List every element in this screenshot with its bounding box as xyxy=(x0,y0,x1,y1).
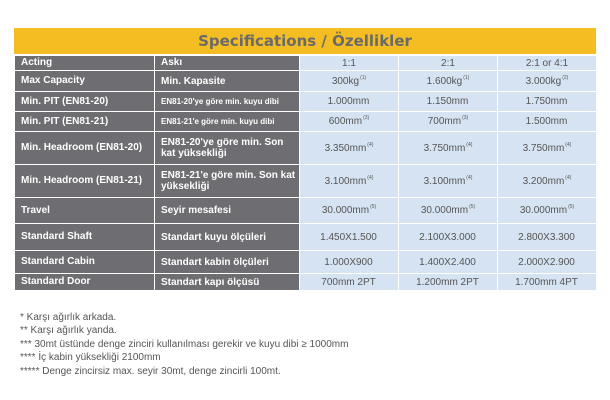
value-cell: $3.000kg^{(2)}$ xyxy=(498,71,597,92)
row-label-tr: Standart kapı ölçüsü xyxy=(155,274,300,291)
specifications-table xyxy=(14,55,597,291)
value-cell: $3.350mm^{(4)}$ xyxy=(300,132,399,165)
table-row xyxy=(15,198,597,224)
value-cell: $1.600kg^{(1)}$ xyxy=(399,71,498,92)
footnote: **** İç kabin yüksekliği 2100mm xyxy=(20,352,161,364)
value-cell: $3.200mm^{(4)}$ xyxy=(498,165,597,198)
header-ratio-1: 1:1 xyxy=(300,56,399,71)
row-label-tr: EN81-20'ye göre min. kuyu dibi xyxy=(155,92,300,112)
row-label-en: Standard Shaft xyxy=(15,224,155,251)
row-label-en: Min. PIT (EN81-21) xyxy=(15,112,155,132)
footnote: ** Karşı ağırlık yanda. xyxy=(20,325,117,337)
row-label-tr: Min. Kapasite xyxy=(155,71,300,92)
header-ratio-2: 2:1 xyxy=(399,56,498,71)
value-cell: $600mm^{(3)}$ xyxy=(300,112,399,132)
value-cell: $3.750mm^{(4)}$ xyxy=(399,132,498,165)
value-cell: 2.000X2.900 xyxy=(498,251,597,274)
value-cell: 1.450X1.500 xyxy=(300,224,399,251)
row-label-en: Min. PIT (EN81-20) xyxy=(15,92,155,112)
row-label-en: Min. Headroom (EN81-20) xyxy=(15,132,155,165)
value-cell: $3.100mm^{(4)}$ xyxy=(399,165,498,198)
value-cell: 1.500mm xyxy=(498,112,597,132)
value-cell: 1.400X2.400 xyxy=(399,251,498,274)
value-cell: 1.700mm 4PT xyxy=(498,274,597,291)
row-label-tr: EN81-21'e göre min. Son kat yüksekliği xyxy=(155,165,300,198)
table-row xyxy=(15,71,597,92)
value-cell: $700mm^{(3)}$ xyxy=(399,112,498,132)
row-label-en: Standard Cabin xyxy=(15,251,155,274)
table-row xyxy=(15,251,597,274)
row-label-en: Max Capacity xyxy=(15,71,155,92)
title-bar xyxy=(14,28,596,54)
row-label-en: Min. Headroom (EN81-21) xyxy=(15,165,155,198)
value-cell: $30.000mm^{(5)}$ xyxy=(300,198,399,224)
table-row xyxy=(15,165,597,198)
row-label-tr: Standart kuyu ölçüleri xyxy=(155,224,300,251)
header-row xyxy=(15,56,597,71)
row-label-tr: EN81-20'ye göre min. Son kat yüksekliği xyxy=(155,132,300,165)
footnote: *** 30mt üstünde denge zinciri kullanılması gerekir ve kuyu dibi ≥ 1000mm xyxy=(20,338,349,350)
table-row xyxy=(15,132,597,165)
row-label-tr: Seyir mesafesi xyxy=(155,198,300,224)
value-cell: 1.000mm xyxy=(300,92,399,112)
value-cell: $3.100mm^{(4)}$ xyxy=(300,165,399,198)
table-row xyxy=(15,112,597,132)
value-cell: 1.200mm 2PT xyxy=(399,274,498,291)
footnote: * Karşı ağırlık arkada. xyxy=(20,312,117,323)
value-cell: $300kg^{(1)}$ xyxy=(300,71,399,92)
row-label-en: Standard Door xyxy=(15,274,155,291)
footnote: ***** Denge zincirsiz max. seyir 30mt, denge zincirli 100mt. xyxy=(20,365,281,377)
row-label-tr: EN81-21'e göre min. kuyu dibi xyxy=(155,112,300,132)
table-row xyxy=(15,274,597,291)
table-title: Specifications / Özellikler xyxy=(198,32,412,50)
table-row xyxy=(15,92,597,112)
header-aski: Askı xyxy=(155,56,300,71)
value-cell: 700mm 2PT xyxy=(300,274,399,291)
value-cell: 2.100X3.000 xyxy=(399,224,498,251)
header-acting: Acting xyxy=(15,56,155,71)
row-label-en: Travel xyxy=(15,198,155,224)
value-cell: 1.750mm xyxy=(498,92,597,112)
value-cell: $3.750mm^{(4)}$ xyxy=(498,132,597,165)
table-row xyxy=(15,224,597,251)
value-cell: $30.000mm^{(5)}$ xyxy=(399,198,498,224)
value-cell: $30.000mm^{(5)}$ xyxy=(498,198,597,224)
header-ratio-3: 2:1 or 4:1 xyxy=(498,56,597,71)
value-cell: 1.150mm xyxy=(399,92,498,112)
value-cell: 2.800X3.300 xyxy=(498,224,597,251)
footnotes xyxy=(20,311,348,378)
value-cell: 1.000X900 xyxy=(300,251,399,274)
row-label-tr: Standart kabin ölçüleri xyxy=(155,251,300,274)
